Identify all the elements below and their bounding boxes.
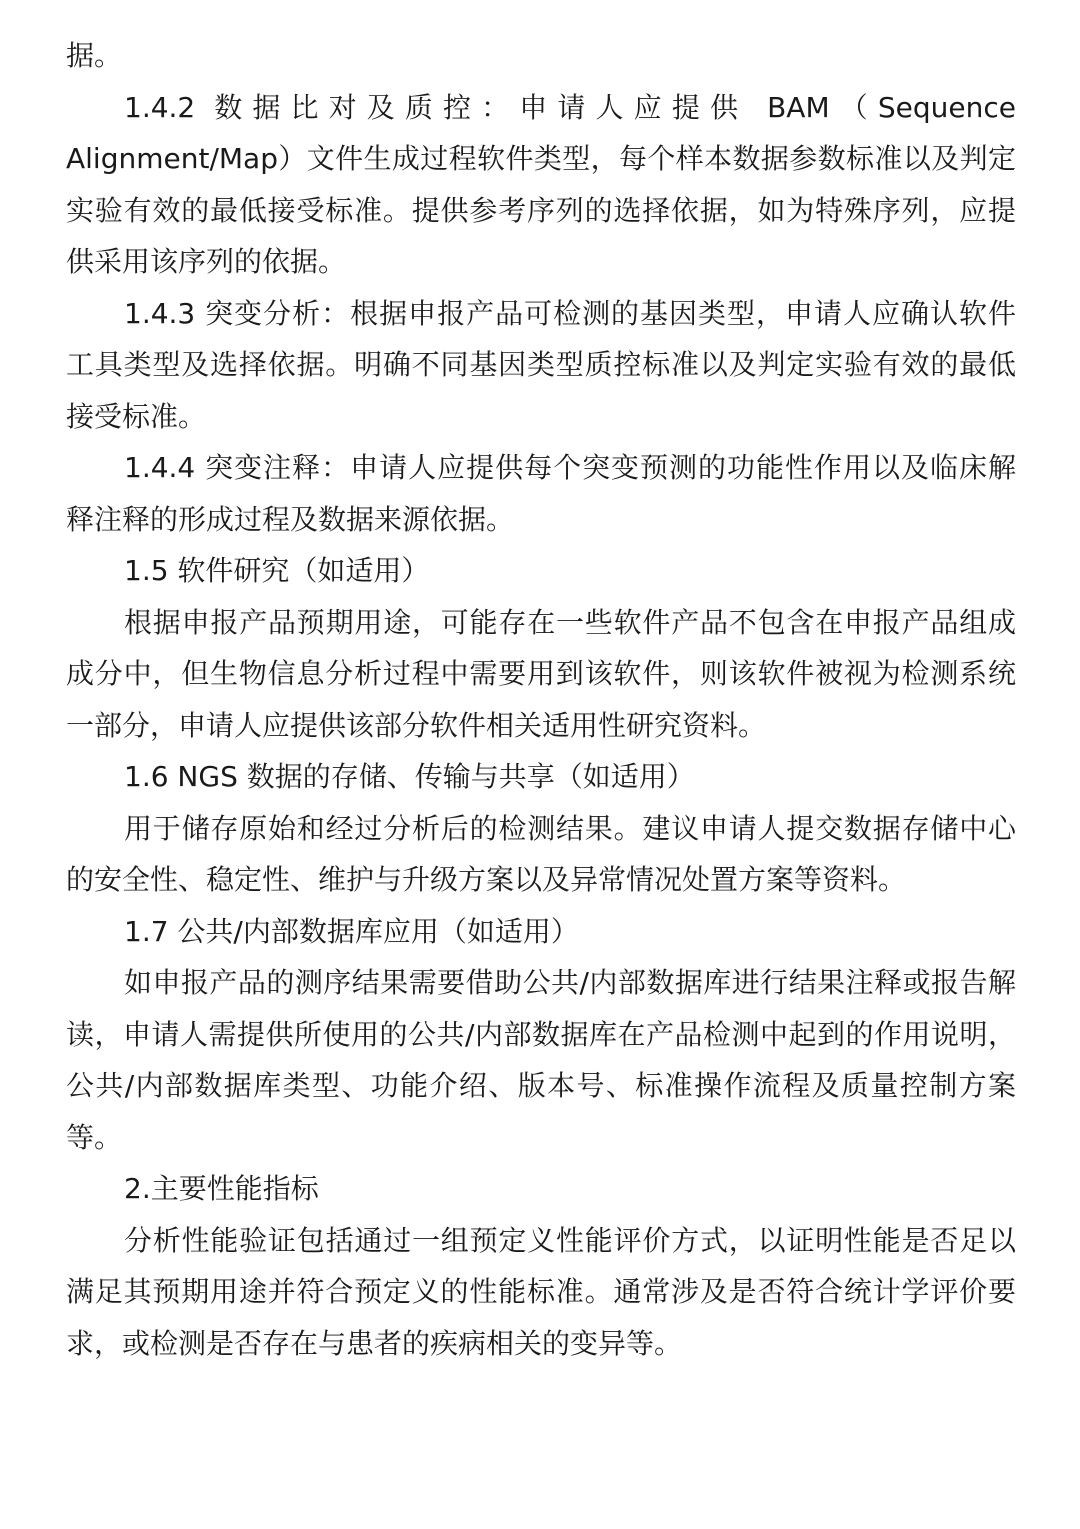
paragraph-continuation: 据。 <box>66 39 123 72</box>
section-1-7-paragraph: 如申报产品的测序结果需要借助公共/内部数据库进行结果注释或报告解读，申请人需提供所使用的公共/内部数据库在产品检测中起到的作用说明，公共/内部数据库类型、功能介绍、版本号、标准操作流程及质量控制方案等。 <box>66 966 1016 1154</box>
document-body <box>66 30 1016 1369</box>
section-1-6-heading: 1.6 NGS 数据的存储、传输与共享（如适用） <box>124 760 695 793</box>
section-1-6-paragraph: 用于储存原始和经过分析后的检测结果。建议申请人提交数据存储中心的安全性、稳定性、维护与升级方案以及异常情况处置方案等资料。 <box>66 811 1016 896</box>
section-1-5-paragraph: 根据申报产品预期用途，可能存在一些软件产品不包含在申报产品组成成分中，但生物信息分析过程中需要用到该软件，则该软件被视为检测系统一部分，申请人应提供该部分软件相关适用性研究资料。 <box>66 605 1016 742</box>
section-1-5-heading: 1.5 软件研究（如适用） <box>124 554 430 587</box>
section-1-4-2-paragraph: 1.4.2 数据比对及质控：申请人应提供 BAM（Sequence Alignment/Map）文件生成过程软件类型，每个样本数据参数标准以及判定实验有效的最低接受标准。提供参考序列的选择依据，如为特殊序列，应提供采用该序列的依据。 <box>66 90 1016 278</box>
section-1-4-4-paragraph: 1.4.4 突变注释：申请人应提供每个突变预测的功能性作用以及临床解释注释的形成过程及数据来源依据。 <box>66 451 1016 536</box>
section-2-heading: 2.主要性能指标 <box>124 1172 319 1205</box>
section-2-paragraph: 分析性能验证包括通过一组预定义性能评价方式，以证明性能是否足以满足其预期用途并符合预定义的性能标准。通常涉及是否符合统计学评价要求，或检测是否存在与患者的疾病相关的变异等。 <box>66 1223 1016 1360</box>
section-1-7-heading: 1.7 公共/内部数据库应用（如适用） <box>124 914 579 948</box>
section-1-4-3-paragraph: 1.4.3 突变分析：根据申报产品可检测的基因类型，申请人应确认软件工具类型及选择依据。明确不同基因类型质控标准以及判定实验有效的最低接受标准。 <box>66 296 1016 433</box>
